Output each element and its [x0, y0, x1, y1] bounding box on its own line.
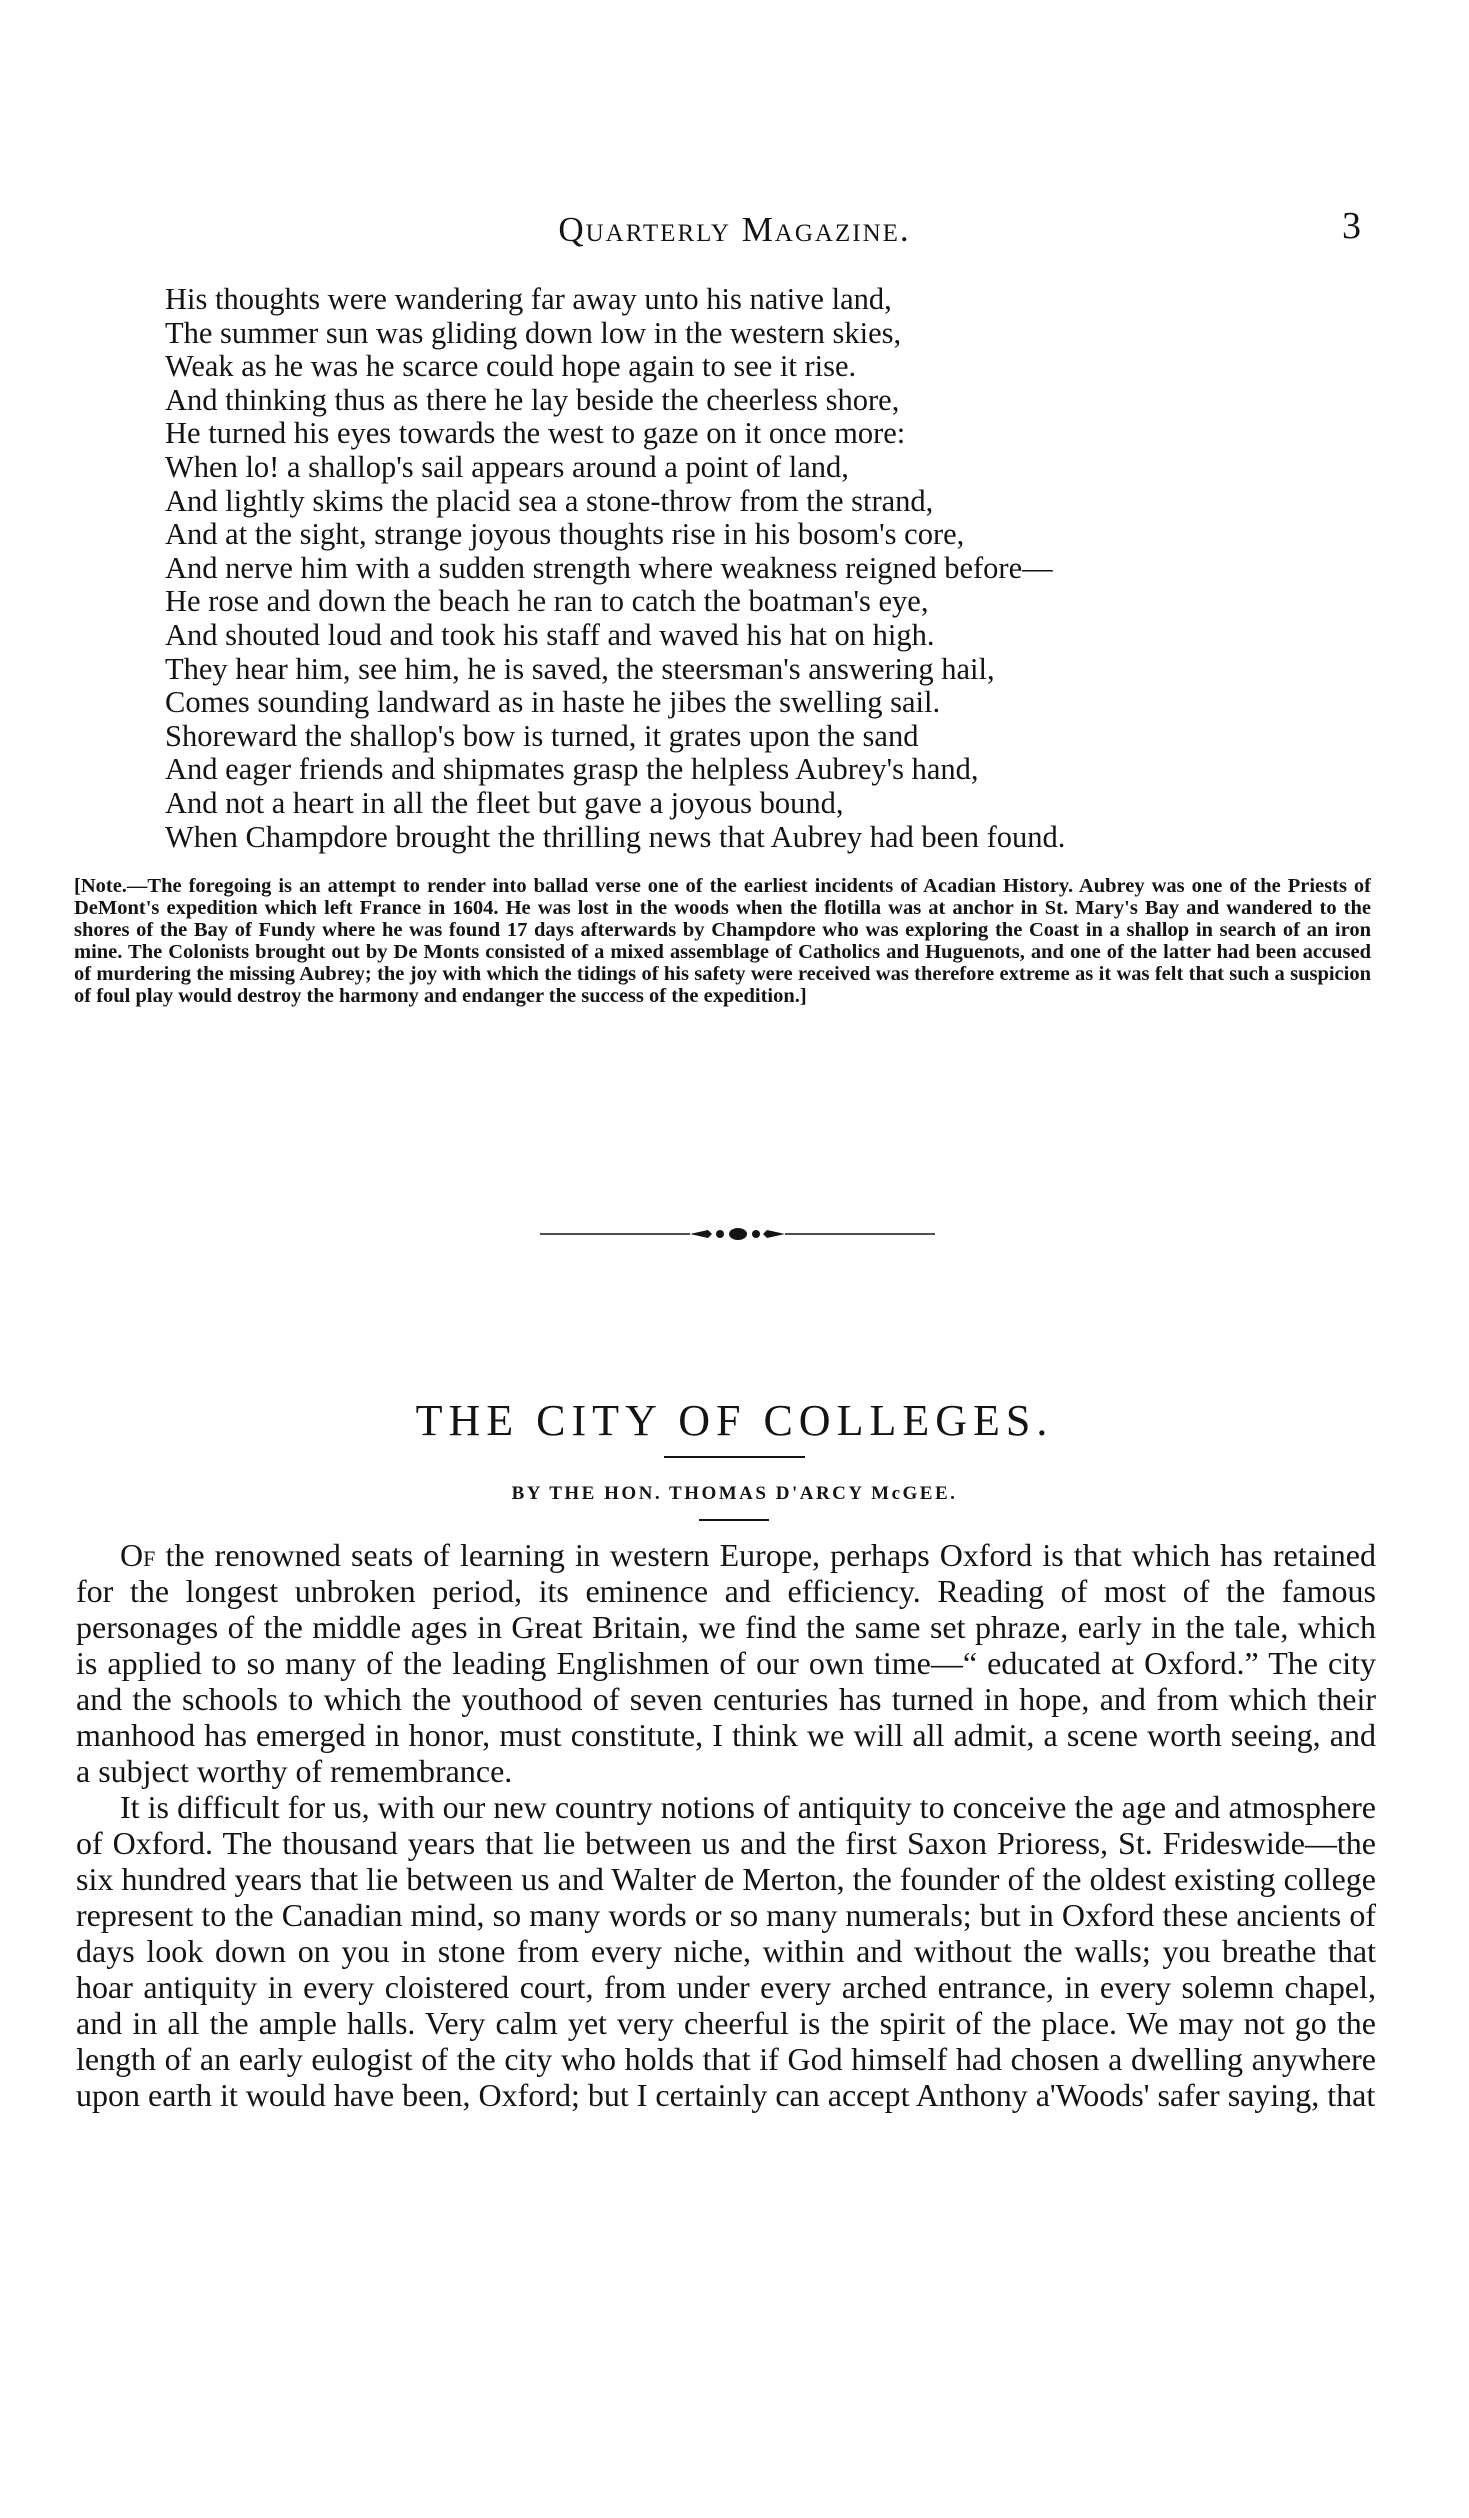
title-rule: [664, 1456, 805, 1458]
poem-stanza: [165, 283, 1365, 854]
editorial-note: [Note.—The foregoing is an attempt to render into ballad verse one of the earliest incidents of Acadian History. Aubrey was one of the Priests of DeMont's expedition which left France in 1604. He was lost in the woods when the flotilla was at anchor in St. Mary's Bay and wandered to the shores of the Bay of Fundy where he was found 17 days afterwards by Champdore who was exploring the Coast in a shallop in search of an iron mine. The Colonists brought out by De Monts consisted of a mixed assemblage of Catholics and Huguenots, and one of the latter had been accused of murdering the missing Aubrey; the joy with which the tidings of his safety were received was therefore extreme as it was felt that such a suspicion of foul play would destroy the harmony and endanger the success of the expedition.]: [74, 875, 1371, 1007]
poem-line: The summer sun was gliding down low in the western skies,: [165, 315, 902, 350]
running-title: Quarterly Magazine.: [558, 210, 911, 249]
poem-line: And lightly skims the placid sea a stone-throw from the strand,: [165, 483, 934, 518]
poem-line: His thoughts were wandering far away unto his native land,: [165, 282, 892, 316]
paragraph: It is difficult for us, with our new country notions of antiquity to conceive the age and atmosphere of Oxford. The thousand years that lie between us and the first Saxon Prioress, St. Frideswide—the six hundred years that lie between us and Walter de Merton, the founder of the oldest existing college represent to the Canadian mind, so many words or so many numerals; but in Oxford these ancients of days look down on you in stone from every niche, within and without the walls; you breathe that hoar antiquity in every cloistered court, from under every arched entrance, in every solemn chapel, and in all the ample halls. Very calm yet very cheerful is the spirit of the place. We may not go the length of an early eulogist of the city who holds that if God himself had chosen a dwelling anywhere upon earth it would have been, Oxford; but I certainly can accept Anthony a'Woods' safer saying, that: [76, 1789, 1376, 2113]
paragraph: [76, 1537, 1376, 1789]
poem-line: Comes sounding landward as in haste he jibes the swelling sail.: [165, 685, 941, 720]
article-title: THE CITY OF COLLEGES.: [415, 1396, 1054, 1445]
poem-line: And nerve him with a sudden strength where weakness reigned before—: [165, 550, 1053, 585]
opening-word: Of: [120, 1537, 156, 1573]
poem-line: Shoreward the shallop's bow is turned, it grates upon the sand: [165, 718, 919, 753]
poem-line: And thinking thus as there he lay beside the cheerless shore,: [165, 382, 900, 417]
paragraph-text: the renowned seats of learning in western Europe, perhaps Oxford is that which has retained for the longest unbroken period, its eminence and efficiency. Reading of most of the famous personages of the middle ages in Great Britain, we find the same set phraze, early in the tale, which is applied to so many of the leading Englishmen of our own time—“ educated at Oxford.” The city and the schools to which the youthood of seven centuries has turned in hope, and from which their manhood has emerged in honor, must constitute, I think we will all admit, a scene worth seeing, and a subject worthy of remembrance.: [76, 1537, 1376, 1789]
poem-line: And at the sight, strange joyous thoughts rise in his bosom's core,: [165, 517, 965, 552]
poem-line: When lo! a shallop's sail appears around a point of land,: [165, 449, 849, 484]
poem-line: And eager friends and shipmates grasp the helpless Aubrey's hand,: [165, 752, 979, 787]
poem-line: He rose and down the beach he ran to catch the boatman's eye,: [165, 584, 929, 619]
page-header: [0, 205, 1469, 260]
article-byline: BY THE HON. THOMAS D'ARCY McGEE.: [511, 1483, 958, 1504]
poem-line: And not a heart in all the fleet but gave a joyous bound,: [165, 785, 844, 820]
poem-line: They hear him, see him, he is saved, the steersman's answering hail,: [165, 651, 995, 686]
poem-line: He turned his eyes towards the west to gaze on it once more:: [165, 416, 906, 451]
article-body: [76, 1537, 1376, 2113]
byline-rule: [699, 1519, 769, 1521]
poem-line: Weak as he was he scarce could hope again to see it rise.: [165, 349, 857, 384]
section-divider-ornament: [540, 1226, 935, 1242]
poem-line: And shouted loud and took his staff and waved his hat on high.: [165, 617, 935, 652]
poem-line: When Champdore brought the thrilling news that Aubrey had been found.: [165, 819, 1066, 854]
page-number: 3: [1342, 205, 1361, 247]
